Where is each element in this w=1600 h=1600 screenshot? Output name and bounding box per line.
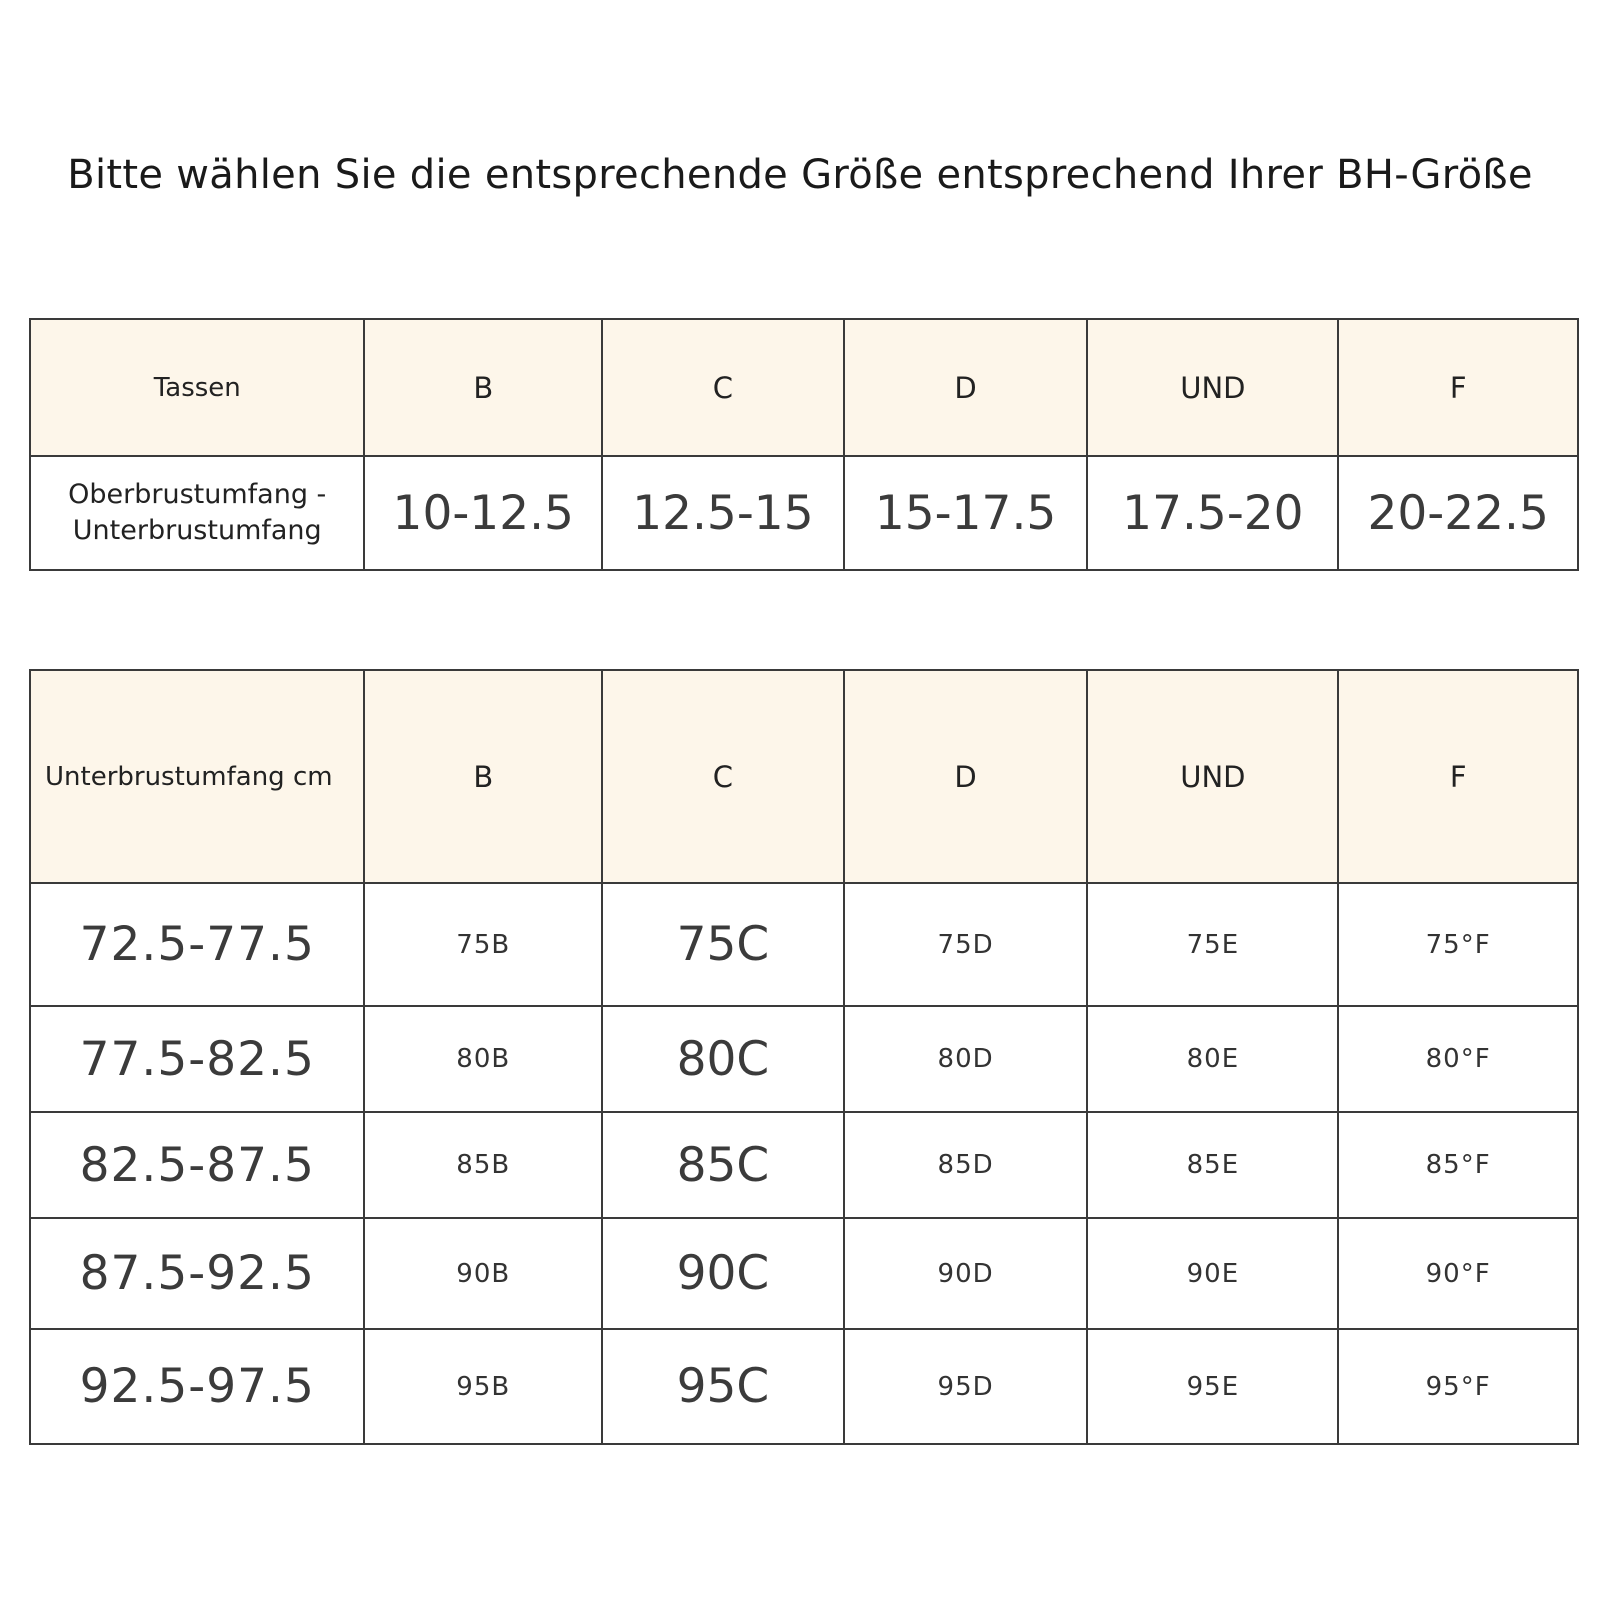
cup-difference-table <box>29 318 1579 571</box>
table-row <box>30 1329 1578 1444</box>
underbust-range-cell: 92.5-97.5 <box>30 1329 364 1444</box>
size-table <box>29 669 1579 1445</box>
cup-header-cell: UND <box>1087 319 1338 456</box>
size-cell: 75E <box>1087 883 1338 1006</box>
page-title: Bitte wählen Sie die entsprechende Größe entsprechend Ihrer BH-Größe <box>67 152 1533 198</box>
size-cell: 75B <box>364 883 602 1006</box>
size-cell: 80C <box>602 1006 844 1112</box>
cup-header-cell: D <box>844 319 1088 456</box>
table-row <box>30 883 1578 1006</box>
size-cell: 95D <box>844 1329 1088 1444</box>
size-header-row <box>30 670 1578 883</box>
size-cell: 90C <box>602 1218 844 1329</box>
size-cell: 90E <box>1087 1218 1338 1329</box>
size-cell: 80E <box>1087 1006 1338 1112</box>
cup-range-row <box>30 456 1578 570</box>
size-header-cell: C <box>602 670 844 883</box>
size-cell: 95°F <box>1338 1329 1578 1444</box>
cup-header-row <box>30 319 1578 456</box>
size-cell: 95B <box>364 1329 602 1444</box>
cup-range-label-text: Oberbrustumfang - Unterbrustumfang <box>68 479 327 546</box>
size-cell: 85E <box>1087 1112 1338 1218</box>
cup-range-cell: 15-17.5 <box>844 456 1088 570</box>
table-row <box>30 1006 1578 1112</box>
size-cell: 80D <box>844 1006 1088 1112</box>
size-header-cell: UND <box>1087 670 1338 883</box>
size-cell: 75C <box>602 883 844 1006</box>
size-cell: 75D <box>844 883 1088 1006</box>
size-cell: 95E <box>1087 1329 1338 1444</box>
table-row <box>30 1112 1578 1218</box>
cup-range-cell: 20-22.5 <box>1338 456 1578 570</box>
size-cell: 95C <box>602 1329 844 1444</box>
cup-header-cell: F <box>1338 319 1578 456</box>
cup-header-cell: B <box>364 319 602 456</box>
table-row <box>30 1218 1578 1329</box>
size-cell: 85°F <box>1338 1112 1578 1218</box>
size-cell: 80°F <box>1338 1006 1578 1112</box>
cup-range-cell: 17.5-20 <box>1087 456 1338 570</box>
size-cell: 75°F <box>1338 883 1578 1006</box>
underbust-range-cell: 82.5-87.5 <box>30 1112 364 1218</box>
underbust-range-cell: 72.5-77.5 <box>30 883 364 1006</box>
size-header-cell: D <box>844 670 1088 883</box>
cup-header-cell: C <box>602 319 844 456</box>
size-header-cell: F <box>1338 670 1578 883</box>
size-cell: 85C <box>602 1112 844 1218</box>
cup-range-cell: 12.5-15 <box>602 456 844 570</box>
cup-header-label: Tassen <box>30 319 364 456</box>
size-cell: 85B <box>364 1112 602 1218</box>
size-cell: 90D <box>844 1218 1088 1329</box>
size-cell: 90B <box>364 1218 602 1329</box>
cup-range-label <box>30 456 364 570</box>
cup-range-cell: 10-12.5 <box>364 456 602 570</box>
size-cell: 80B <box>364 1006 602 1112</box>
size-cell: 90°F <box>1338 1218 1578 1329</box>
underbust-range-cell: 87.5-92.5 <box>30 1218 364 1329</box>
size-header-cell: B <box>364 670 602 883</box>
underbust-range-cell: 77.5-82.5 <box>30 1006 364 1112</box>
size-cell: 85D <box>844 1112 1088 1218</box>
size-header-label: Unterbrustumfang cm <box>30 670 364 883</box>
